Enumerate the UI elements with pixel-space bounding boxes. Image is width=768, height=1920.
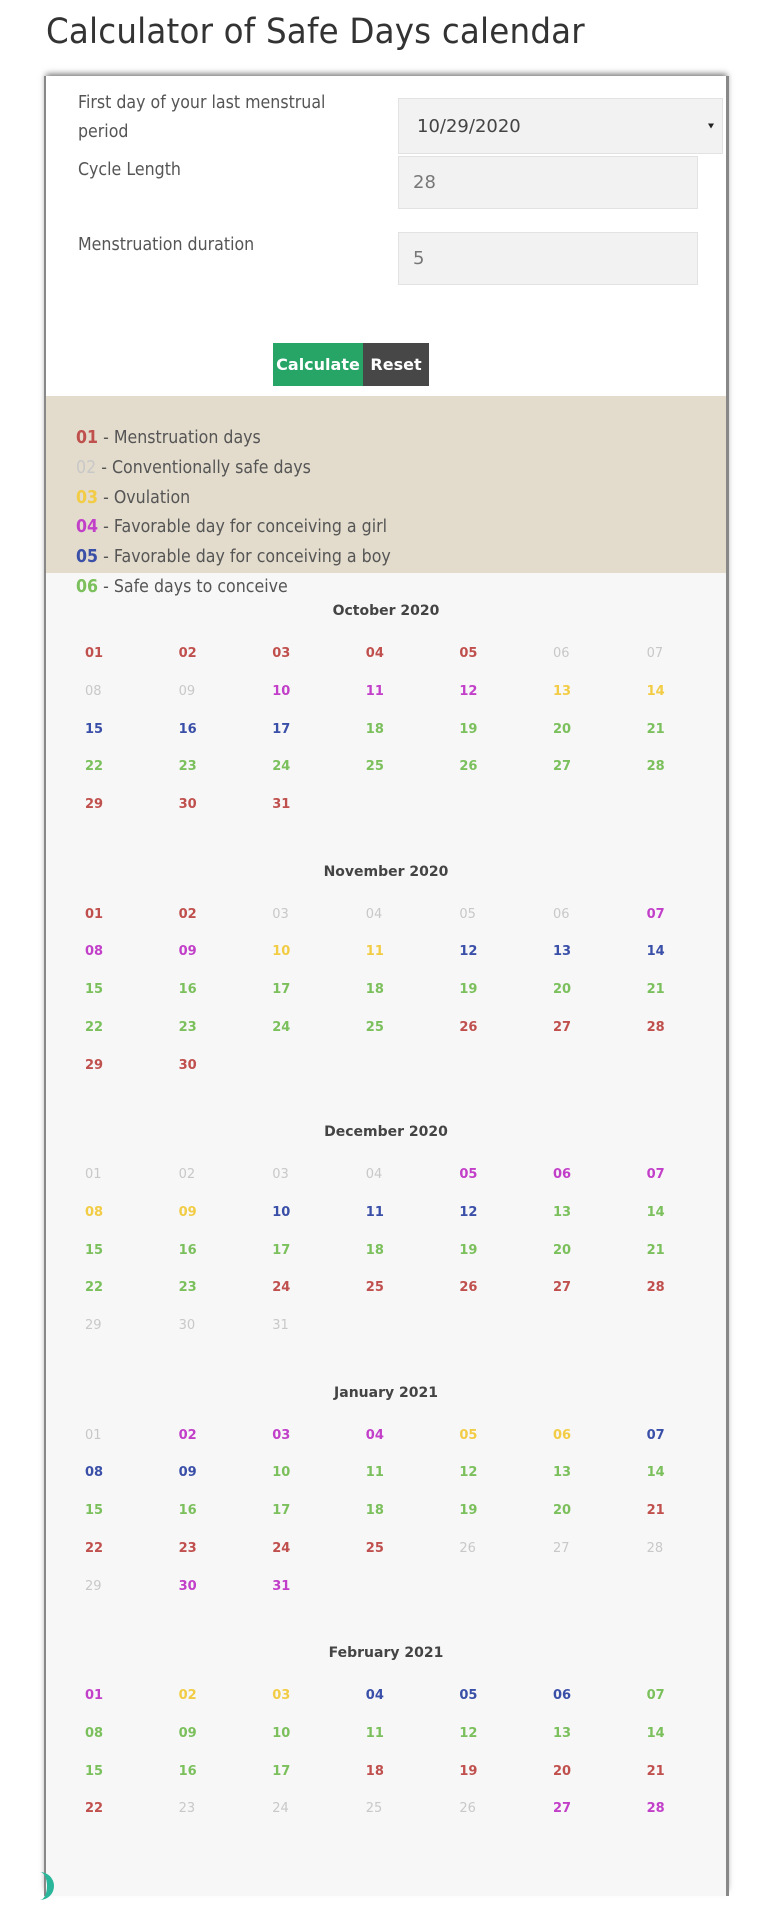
day-cell: 31 (272, 1318, 289, 1334)
day-cell: 19 (459, 721, 478, 737)
day-cell: 03 (272, 646, 291, 661)
day-cell: 05 (459, 906, 476, 922)
cycle-length-label: Cycle Length (78, 159, 181, 180)
day-cell: 11 (365, 1204, 384, 1220)
day-cell: 02 (178, 906, 197, 922)
day-cell: 02 (178, 646, 197, 661)
day-cell: 23 (178, 1019, 197, 1035)
legend-label: - Ovulation (98, 486, 191, 508)
day-cell: 28 (646, 1801, 665, 1817)
day-grid (53, 1688, 713, 1839)
month-calendar (46, 1615, 726, 1876)
day-cell: 06 (552, 1427, 572, 1443)
day-cell: 01 (85, 906, 104, 922)
legend-code: 03 (76, 486, 99, 508)
day-cell: 05 (459, 1167, 478, 1182)
day-cell: 10 (272, 1465, 291, 1481)
day-cell: 12 (459, 944, 478, 960)
day-cell: 03 (272, 1167, 289, 1182)
day-cell: 11 (365, 944, 384, 960)
day-cell: 07 (646, 1427, 665, 1443)
day-cell: 04 (365, 1427, 384, 1443)
day-cell: 17 (272, 1763, 291, 1779)
day-cell: 19 (459, 982, 478, 998)
calculate-button[interactable]: Calculate (273, 343, 363, 386)
day-cell: 27 (552, 759, 572, 775)
day-cell: 31 (272, 1578, 291, 1594)
day-cell: 14 (646, 1204, 665, 1220)
day-cell: 20 (552, 1242, 572, 1258)
day-cell: 10 (272, 1725, 291, 1741)
month-title: February 2021 (328, 1645, 444, 1661)
day-cell: 17 (272, 982, 291, 998)
day-cell: 28 (646, 759, 665, 775)
day-cell: 06 (552, 1167, 572, 1182)
day-cell: 07 (646, 1688, 665, 1703)
day-cell: 30 (178, 797, 197, 813)
day-cell: 13 (552, 1204, 572, 1220)
legend-label: - Favorable day for conceiving a girl (98, 516, 388, 538)
day-cell: 08 (85, 944, 104, 960)
day-cell: 12 (459, 1204, 478, 1220)
day-cell: 24 (272, 1540, 291, 1556)
day-cell: 24 (272, 759, 291, 775)
month-calendar (46, 1094, 726, 1355)
legend-item (76, 453, 648, 483)
day-cell: 16 (178, 721, 197, 737)
day-cell: 21 (646, 721, 665, 737)
day-cell: 29 (85, 1057, 104, 1073)
day-cell: 25 (365, 759, 384, 775)
day-cell: 25 (365, 1019, 384, 1035)
cycle-length-input[interactable] (398, 156, 698, 209)
day-cell: 26 (459, 1801, 476, 1817)
month-title: January 2021 (334, 1384, 438, 1401)
day-cell: 01 (85, 1688, 104, 1703)
day-cell: 02 (178, 1167, 196, 1182)
day-cell: 04 (365, 1688, 384, 1703)
day-cell: 23 (178, 1280, 197, 1296)
day-cell: 12 (459, 683, 478, 699)
day-cell: 28 (646, 1280, 665, 1296)
day-cell: 22 (85, 1801, 104, 1817)
day-cell: 22 (85, 1019, 104, 1035)
day-cell: 23 (178, 759, 197, 775)
day-cell: 20 (552, 1763, 572, 1779)
legend-item (76, 483, 648, 513)
day-cell: 10 (272, 944, 291, 960)
day-cell: 03 (272, 906, 289, 922)
day-cell: 10 (272, 683, 291, 699)
day-cell: 29 (85, 797, 104, 813)
day-cell: 27 (552, 1019, 572, 1035)
day-cell: 19 (459, 1503, 478, 1519)
calendars (46, 573, 726, 1876)
day-cell: 07 (646, 646, 664, 661)
day-cell: 08 (85, 1204, 104, 1220)
month-title: October 2020 (332, 603, 440, 619)
day-cell: 14 (646, 683, 665, 699)
duration-value: 5 (413, 248, 425, 269)
day-cell: 02 (178, 1427, 197, 1443)
day-cell: 14 (646, 1725, 665, 1741)
day-cell: 25 (365, 1280, 384, 1296)
day-cell: 18 (365, 1503, 384, 1519)
day-cell: 11 (365, 1465, 384, 1481)
day-cell: 15 (85, 721, 104, 737)
day-cell: 29 (85, 1318, 102, 1334)
day-cell: 03 (272, 1688, 291, 1703)
calculator-form (46, 76, 726, 396)
day-cell: 06 (552, 646, 570, 661)
day-cell: 15 (85, 1503, 104, 1519)
day-cell: 15 (85, 982, 104, 998)
duration-input[interactable] (398, 232, 698, 285)
day-cell: 11 (365, 1725, 384, 1741)
day-cell: 18 (365, 1242, 384, 1258)
day-cell: 20 (552, 982, 572, 998)
day-cell: 29 (85, 1578, 102, 1594)
day-cell: 04 (365, 1167, 383, 1182)
day-cell: 01 (85, 646, 104, 661)
day-cell: 21 (646, 982, 665, 998)
day-cell: 26 (459, 1019, 478, 1035)
legend-label: - Favorable day for conceiving a boy (98, 546, 391, 568)
day-cell: 19 (459, 1242, 478, 1258)
day-cell: 09 (178, 1204, 197, 1220)
day-cell: 27 (552, 1801, 572, 1817)
duration-label: Menstruation duration (78, 234, 255, 255)
legend-item (76, 542, 648, 572)
day-cell: 23 (178, 1801, 196, 1817)
day-grid (53, 646, 713, 835)
legend-label: - Conventionally safe days (96, 456, 311, 478)
day-grid (53, 1428, 713, 1617)
day-cell: 12 (459, 1465, 478, 1481)
day-cell: 21 (646, 1242, 665, 1258)
day-grid (53, 1167, 713, 1356)
day-cell: 04 (365, 906, 383, 922)
month-calendar (46, 834, 726, 1095)
day-cell: 17 (272, 1242, 291, 1258)
day-cell: 18 (365, 1763, 384, 1779)
day-cell: 03 (272, 1427, 291, 1443)
day-cell: 01 (85, 1427, 102, 1443)
day-cell: 08 (85, 683, 102, 699)
day-cell: 25 (365, 1801, 383, 1817)
legend-code: 04 (76, 516, 99, 538)
day-cell: 24 (272, 1019, 291, 1035)
legend-code: 06 (76, 575, 99, 597)
day-cell: 30 (178, 1578, 197, 1594)
legend-item (76, 423, 648, 453)
page-title: Calculator of Safe Days calendar (46, 12, 585, 52)
day-cell: 24 (272, 1280, 291, 1296)
button-group (273, 343, 429, 386)
day-cell: 20 (552, 1503, 572, 1519)
day-cell: 09 (178, 944, 197, 960)
day-cell: 27 (552, 1280, 572, 1296)
day-cell: 20 (552, 721, 572, 737)
day-cell: 10 (272, 1204, 291, 1220)
day-cell: 30 (178, 1318, 196, 1334)
day-cell: 14 (646, 1465, 665, 1481)
day-cell: 13 (552, 683, 572, 699)
day-cell: 07 (646, 906, 665, 922)
day-cell: 09 (178, 1465, 197, 1481)
legend-code: 01 (76, 427, 99, 448)
day-cell: 13 (552, 1465, 572, 1481)
day-grid (53, 907, 713, 1096)
day-cell: 06 (552, 1688, 572, 1703)
day-cell: 28 (646, 1019, 665, 1035)
day-cell: 16 (178, 1242, 197, 1258)
day-cell: 05 (459, 1688, 478, 1703)
day-cell: 09 (178, 683, 196, 699)
calculator-card (44, 76, 729, 1896)
day-cell: 22 (85, 759, 104, 775)
legend-label: - Menstruation days (98, 427, 261, 448)
day-cell: 26 (459, 759, 478, 775)
day-cell: 21 (646, 1503, 665, 1519)
day-cell: 22 (85, 1540, 104, 1556)
last-period-value: 10/29/2020 (417, 115, 521, 137)
cycle-length-value: 28 (413, 172, 436, 193)
dropdown-arrow-icon (708, 124, 714, 129)
day-cell: 16 (178, 982, 197, 998)
month-title: December 2020 (324, 1124, 448, 1140)
reset-button[interactable]: Reset (363, 343, 429, 386)
day-cell: 02 (178, 1688, 197, 1703)
legend (46, 396, 726, 597)
day-cell: 07 (646, 1167, 665, 1182)
day-cell: 21 (646, 1763, 665, 1779)
month-title: November 2020 (323, 863, 449, 880)
legend-item (76, 512, 648, 542)
day-cell: 27 (552, 1540, 570, 1556)
month-calendar (46, 1355, 726, 1616)
day-cell: 13 (552, 944, 572, 960)
day-cell: 05 (459, 646, 478, 661)
day-cell: 15 (85, 1242, 104, 1258)
day-cell: 04 (365, 646, 384, 661)
day-cell: 06 (552, 906, 570, 922)
day-cell: 14 (646, 944, 665, 960)
legend-code: 05 (76, 546, 99, 568)
day-cell: 22 (85, 1280, 104, 1296)
day-cell: 19 (459, 1763, 478, 1779)
day-cell: 18 (365, 982, 384, 998)
day-cell: 23 (178, 1540, 197, 1556)
last-period-label: First day of your last menstrual period (78, 92, 326, 142)
legend-label: - Safe days to conceive (98, 575, 288, 597)
day-cell: 13 (552, 1725, 572, 1741)
day-cell: 26 (459, 1540, 476, 1556)
day-cell: 30 (178, 1057, 197, 1073)
day-cell: 24 (272, 1801, 289, 1817)
legend-code: 02 (76, 456, 97, 478)
day-cell: 08 (85, 1725, 104, 1741)
day-cell: 01 (85, 1167, 102, 1182)
day-cell: 16 (178, 1503, 197, 1519)
day-cell: 17 (272, 721, 291, 737)
day-cell: 15 (85, 1763, 104, 1779)
day-cell: 08 (85, 1465, 104, 1481)
day-cell: 05 (459, 1427, 478, 1443)
day-cell: 09 (178, 1725, 197, 1741)
day-cell: 16 (178, 1763, 197, 1779)
day-cell: 28 (646, 1540, 664, 1556)
day-cell: 18 (365, 721, 384, 737)
day-cell: 26 (459, 1280, 478, 1296)
day-cell: 17 (272, 1503, 291, 1519)
last-period-select[interactable] (398, 98, 723, 154)
day-cell: 12 (459, 1725, 478, 1741)
day-cell: 11 (365, 683, 384, 699)
day-cell: 31 (272, 797, 291, 813)
day-cell: 25 (365, 1540, 384, 1556)
month-calendar (46, 573, 726, 834)
